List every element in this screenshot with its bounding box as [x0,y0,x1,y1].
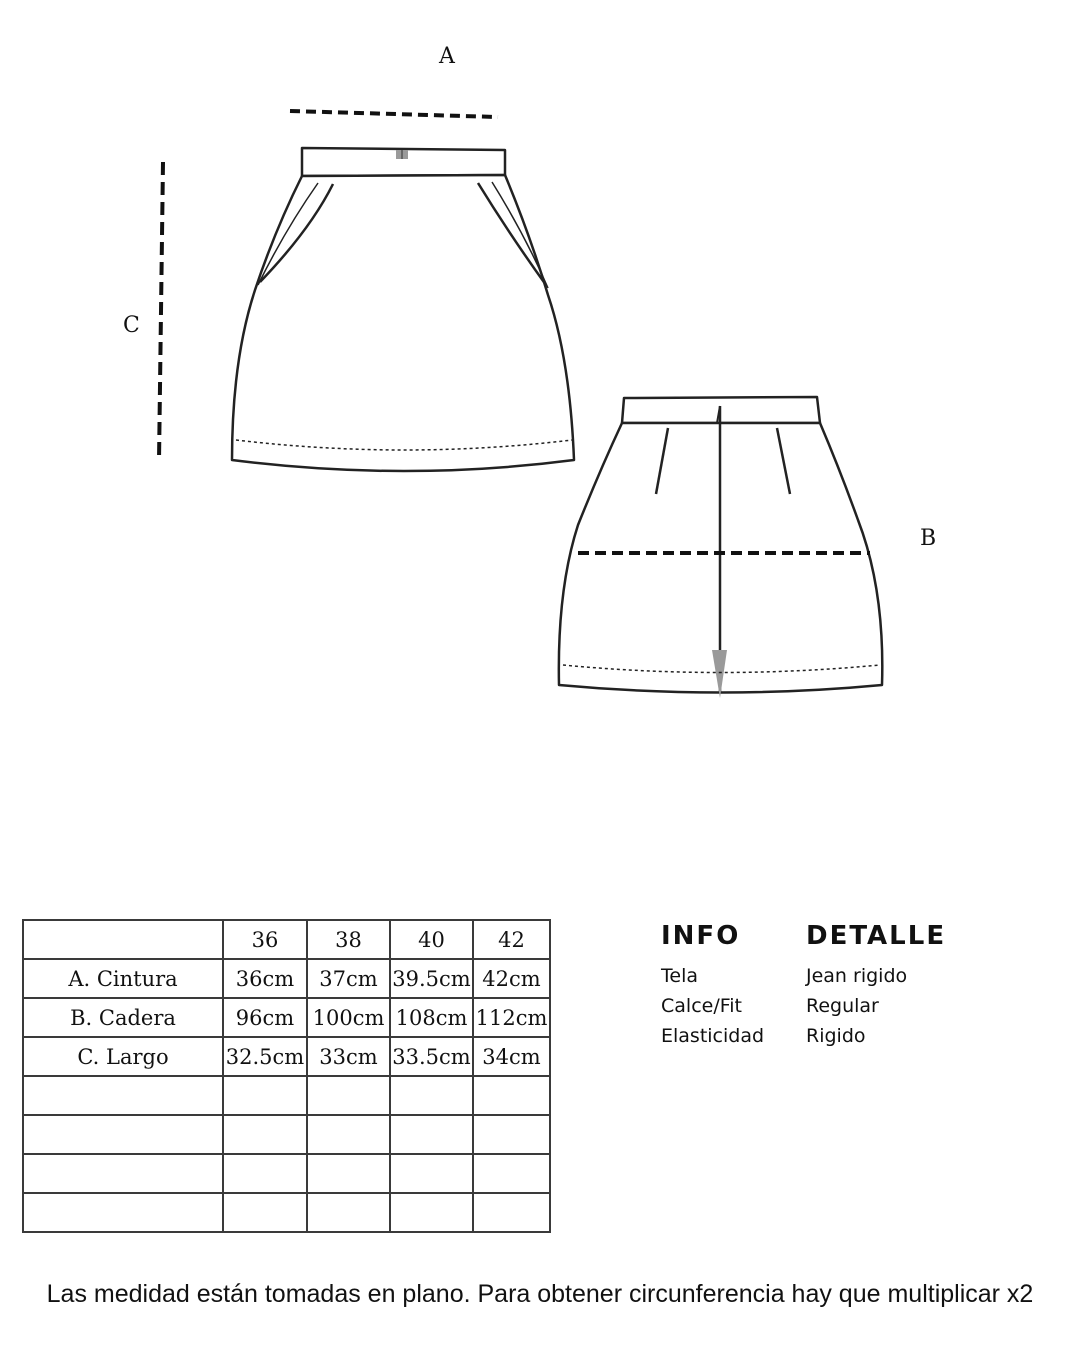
info-key: Calce/Fit [661,995,743,1017]
info-value: Regular [806,995,879,1017]
info-keys-column [661,921,821,1051]
size-table [22,919,551,1233]
empty-cell [23,1193,223,1232]
empty-cell [307,1076,390,1115]
measure-label-c: C [123,313,140,338]
empty-cell [390,1193,473,1232]
table-cell: 34cm [473,1037,550,1076]
table-corner-cell [23,920,223,959]
table-header-row [23,920,550,959]
empty-cell [223,1154,307,1193]
table-cell: 42cm [473,959,550,998]
row-label: B. Cadera [23,998,223,1037]
detail-header: DETALLE [806,921,947,951]
empty-cell [23,1115,223,1154]
empty-cell [223,1115,307,1154]
empty-row [23,1076,550,1115]
table-row [23,1037,550,1076]
empty-row [23,1154,550,1193]
info-values-column [806,921,966,1051]
table-cell: 108cm [390,998,473,1037]
empty-cell [473,1154,550,1193]
empty-cell [473,1193,550,1232]
measure-line-c [159,162,163,461]
empty-cell [23,1076,223,1115]
table-cell: 33cm [307,1037,390,1076]
empty-cell [307,1193,390,1232]
info-value: Rigido [806,1025,866,1047]
measure-label-a: A [439,44,455,69]
empty-cell [23,1154,223,1193]
table-row [23,959,550,998]
empty-cell [307,1154,390,1193]
empty-row [23,1193,550,1232]
table-cell: 33.5cm [390,1037,473,1076]
info-key: Elasticidad [661,1025,765,1047]
row-label: C. Largo [23,1037,223,1076]
row-label: A. Cintura [23,959,223,998]
size-header: 36 [223,920,307,959]
size-header: 38 [307,920,390,959]
skirt-back-drawing [559,397,882,698]
size-header: 42 [473,920,550,959]
info-value: Jean rigido [806,965,908,987]
measurement-footnote: Las medidad están tomadas en plano. Para obtener circunferencia hay que multiplicar x2 [46,1280,1034,1308]
empty-cell [390,1076,473,1115]
table-cell: 37cm [307,959,390,998]
empty-cell [307,1115,390,1154]
skirt-front-drawing [232,148,574,471]
table-cell: 39.5cm [390,959,473,998]
table-cell: 36cm [223,959,307,998]
size-header: 40 [390,920,473,959]
empty-cell [223,1076,307,1115]
empty-cell [390,1154,473,1193]
measure-label-b: B [920,526,937,551]
table-cell: 32.5cm [223,1037,307,1076]
info-key: Tela [661,965,698,987]
table-row [23,998,550,1037]
table-cell: 96cm [223,998,307,1037]
empty-row [23,1115,550,1154]
empty-cell [390,1115,473,1154]
empty-cell [473,1076,550,1115]
measure-line-a [290,111,498,117]
empty-cell [223,1193,307,1232]
info-header: INFO [661,921,741,951]
empty-cell [473,1115,550,1154]
table-cell: 112cm [473,998,550,1037]
table-cell: 100cm [307,998,390,1037]
